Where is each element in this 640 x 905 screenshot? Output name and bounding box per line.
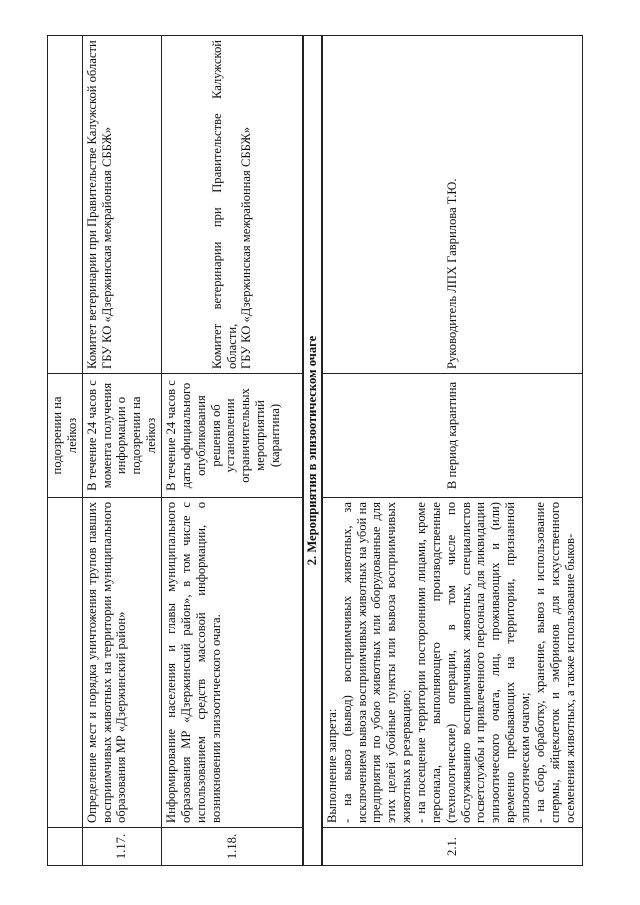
row-number: 2.1. [322, 828, 583, 866]
action-item: - на вывоз (вывод) восприимчивых животных, за исключением вывоза восприимчивых животных на убой на предприятия по убою животных или оборудованные для этих целей убойные пункты или вывоза восприимчивых животных в резервацию; [339, 502, 414, 823]
term-text: В период карантина [322, 374, 583, 498]
responsible-text: Руководитель ЛПХ Гаврилова Т.Ю. [322, 36, 583, 374]
action-cell [322, 498, 583, 828]
table-row-continuation [48, 36, 83, 866]
table-row-2-1 [322, 36, 583, 866]
action-text: Информирование населения и главы муниципального образования МР «Дзержинский район», в том числе с использованием средств массовой информации, о возникновении эпизоотического очага. [162, 498, 304, 828]
responsible-line: Комитет ветеринарии при Правительстве Калужской области, [209, 40, 239, 369]
rotated-page [47, 36, 604, 866]
responsible-cell [162, 36, 304, 374]
table-row-1-17 [82, 36, 161, 866]
term-text: В течение 24 часов с момента получения информации о подозрении на лейкоз [82, 374, 161, 498]
cell-num [48, 828, 83, 866]
action-intro: Выполнение запрета: [324, 708, 339, 823]
section-title: 2. Мероприятия в эпизоотическом очаге [303, 36, 322, 866]
action-item: - на посещение территории посторонними лицами, кроме персонала, выполняющего производственные (технологические) операции, в том числе по обслуживанию восприимчивых животных, специалистов госветслужбы и привлеченного персонала для ликвидации эпизоотического очага, лиц, проживающих и (или) временно пребывающих на территории, признанной эпизоотическим очагом; [414, 502, 533, 823]
measures-table [47, 35, 583, 866]
term-text: В течение 24 часов с даты официального опубликования решения об установлении ограничительных мероприятий (карантина) [162, 374, 304, 498]
responsible-line: ГБУ КО «Дзержинская межрайонная СББЖ» [99, 126, 114, 369]
responsible-line: Комитет ветеринарии при Правительстве Калужской области [84, 40, 99, 369]
row-number: 1.18. [162, 828, 304, 866]
table-row-1-18 [162, 36, 304, 866]
cell-term: подозрении на лейкоз [48, 374, 83, 498]
action-item: - на сбор, обработку, хранение, вывоз и использование спермы, яйцеклеток и эмбрионов для искусственного осеменения животных, а также использование быков- [532, 502, 577, 823]
responsible-line: ГБУ КО «Дзержинская межрайонная СББЖ» [239, 126, 254, 369]
row-number: 1.17. [82, 828, 161, 866]
cell-responsible [48, 36, 83, 374]
action-text: Определение мест и порядка уничтожения трупов павших восприимчивых животных на территории муниципального образования МР «Дзержинский район» [82, 498, 161, 828]
section-header-row [303, 36, 322, 866]
cell-action [48, 498, 83, 828]
responsible-cell [82, 36, 161, 374]
